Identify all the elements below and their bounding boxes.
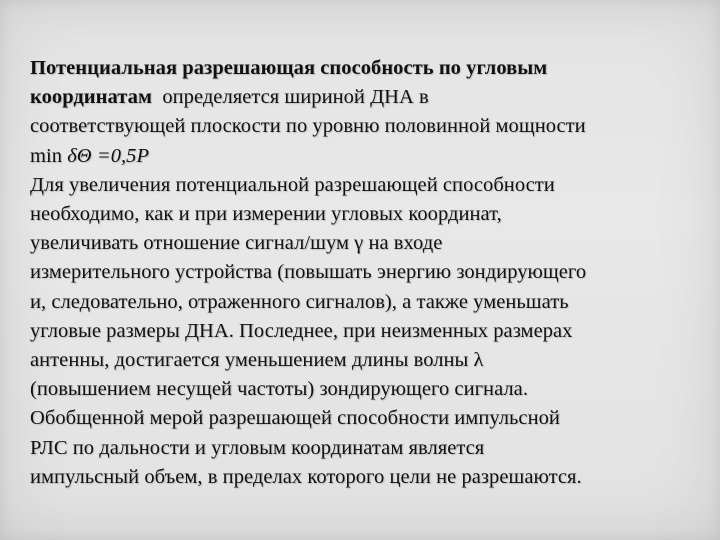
text-line: измерительного устройства (повышать энергию зондирующего	[30, 261, 587, 284]
text-line: угловые размеры ДНА. Последнее, при неизменных размерах	[30, 319, 573, 342]
formula-line	[30, 142, 706, 171]
text-line: РЛС по дальности и угловым координатам является	[30, 436, 485, 459]
text-line: Для увеличения потенциальной разрешающей способности	[30, 173, 555, 196]
formula: δΘ =0,5P	[67, 144, 150, 167]
heading-line-2	[30, 83, 706, 112]
text-line: и, следовательно, отраженного сигналов), а также уменьшать	[30, 290, 569, 313]
text-line: (повышением несущей частоты) зондирующего сигнала.	[30, 378, 529, 401]
text-fragment: определяется шириной ДНА в	[151, 86, 429, 109]
text-line: увеличивать отношение сигнал/шум γ на входе	[30, 232, 443, 255]
text-line: необходимо, как и при измерении угловых координат,	[30, 203, 502, 226]
text-line: антенны, достигается уменьшением длины волны λ	[30, 349, 484, 372]
bold-term: координатам	[30, 86, 152, 109]
text-line-3: соответствующей плоскости по уровню половинной мощности	[30, 115, 586, 138]
slide-text	[30, 54, 706, 492]
formula-prefix: min	[30, 144, 68, 167]
heading-line-1: Потенциальная разрешающая способность по угловым	[30, 57, 548, 79]
text-line: импульсный объем, в пределах которого цели не разрешаются.	[30, 465, 582, 488]
text-line: Обобщенной мерой разрешающей способности импульсной	[30, 407, 560, 430]
